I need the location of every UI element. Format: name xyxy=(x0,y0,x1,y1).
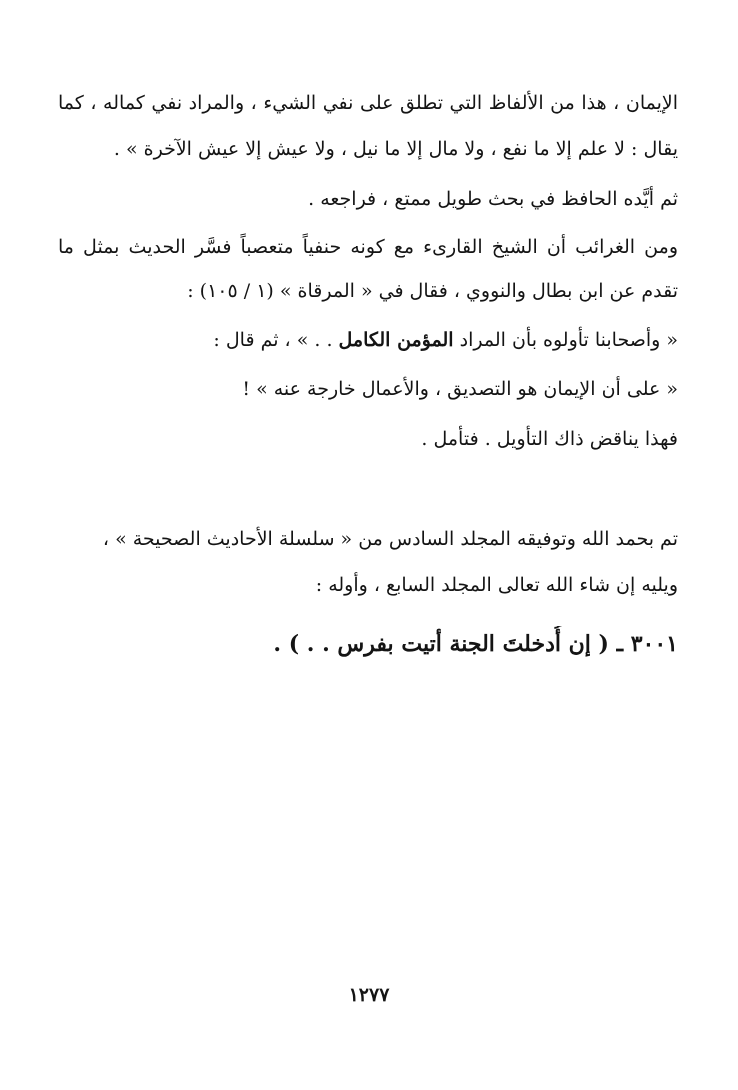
paragraph2: ثم أيَّده الحافظ في بحث طويل ممتع ، فراجعه . xyxy=(308,188,678,210)
paragraph1-line2: يقال : لا علم إلا ما نفع ، ولا مال إلا ما نيل ، ولا عيش إلا عيش الآخرة » . xyxy=(113,138,678,160)
colophon-line1: تم بحمد الله وتوفيقه المجلد السادس من « سلسلة الأحاديث الصحيحة » ، xyxy=(102,528,678,550)
quote2: « على أن الإيمان هو التصديق ، والأعمال خارجة عنه » ! xyxy=(242,378,678,400)
quote1-close: . . » ، ثم قال : xyxy=(213,329,339,351)
closing-remark: فهذا يناقض ذاك التأويل . فتأمل . xyxy=(421,428,678,450)
colophon-line2: ويليه إن شاء الله تعالى المجلد السابع ، وأوله : xyxy=(315,574,678,596)
paragraph1-line1: الإيمان ، هذا من الألفاظ التي تطلق على نفي الشيء ، والمراد نفي كماله ، كما xyxy=(58,92,678,114)
page-number: ١٢٧٧ xyxy=(348,984,390,1006)
paragraph3-line2: تقدم عن ابن بطال والنووي ، فقال في « المرقاة » (١ / ١٠٥) : xyxy=(187,280,678,302)
quote1 xyxy=(58,325,678,355)
quote1-open: « وأصحابنا تأولوه بأن المراد xyxy=(453,329,678,351)
next-hadith-title: ٣٠٠١ ـ ( إن أُدخلتَ الجنة أتيت بفرس . . ) . xyxy=(273,631,678,657)
quote1-bold-phrase: المؤمن الكامل xyxy=(338,329,454,351)
paragraph3-line1: ومن الغرائب أن الشيخ القارىء مع كونه حنفياً متعصباً فسَّر الحديث بمثل ما xyxy=(58,236,678,258)
